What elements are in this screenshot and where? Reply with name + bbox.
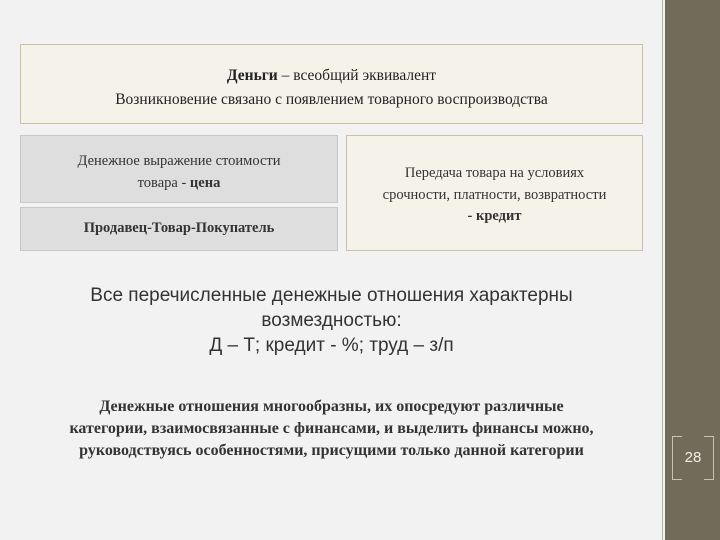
money-origin-line: Возникновение связано с появлением товарного воспроизводства <box>115 91 548 108</box>
credit-line-3 <box>347 206 642 228</box>
note-line-2: категории, взаимосвязанные с финансами, и выделить финансы можно, <box>69 420 594 437</box>
reciprocity-statement <box>20 283 643 358</box>
finance-note <box>20 396 643 462</box>
price-line-2 <box>21 172 337 194</box>
note-line-1: Денежные отношения многообразны, их опосредуют различные <box>99 398 564 415</box>
price-box <box>20 135 338 203</box>
money-definition-line <box>21 64 642 88</box>
page-number: 28 <box>684 449 702 466</box>
credit-term: - кредит <box>467 208 522 224</box>
price-line-1: Денежное выражение стоимости <box>77 153 281 169</box>
statement-line-2: возмездностью: <box>261 310 402 331</box>
money-definition-text: – всеобщий эквивалент <box>277 67 437 84</box>
credit-line-2: срочности, платности, возвратности <box>382 186 607 203</box>
seller-goods-buyer-text: Продавец-Товар-Покупатель <box>83 220 275 236</box>
statement-line-1: Все перечисленные денежные отношения характерны <box>90 285 573 306</box>
credit-line-1: Передача товара на условиях <box>404 165 585 181</box>
price-term: цена <box>189 175 221 191</box>
note-line-3: руководствуясь особенностями, присущими только данной категории <box>79 442 584 459</box>
credit-box <box>346 135 643 251</box>
money-definition-box <box>20 44 643 124</box>
price-prefix: товара - <box>137 175 190 191</box>
page-number-badge <box>672 436 714 482</box>
sidebar-divider <box>662 0 663 540</box>
statement-line-3: Д – Т; кредит - %; труд – з/п <box>209 335 454 356</box>
money-term: Деньги <box>226 67 278 84</box>
seller-goods-buyer-box <box>20 207 338 251</box>
